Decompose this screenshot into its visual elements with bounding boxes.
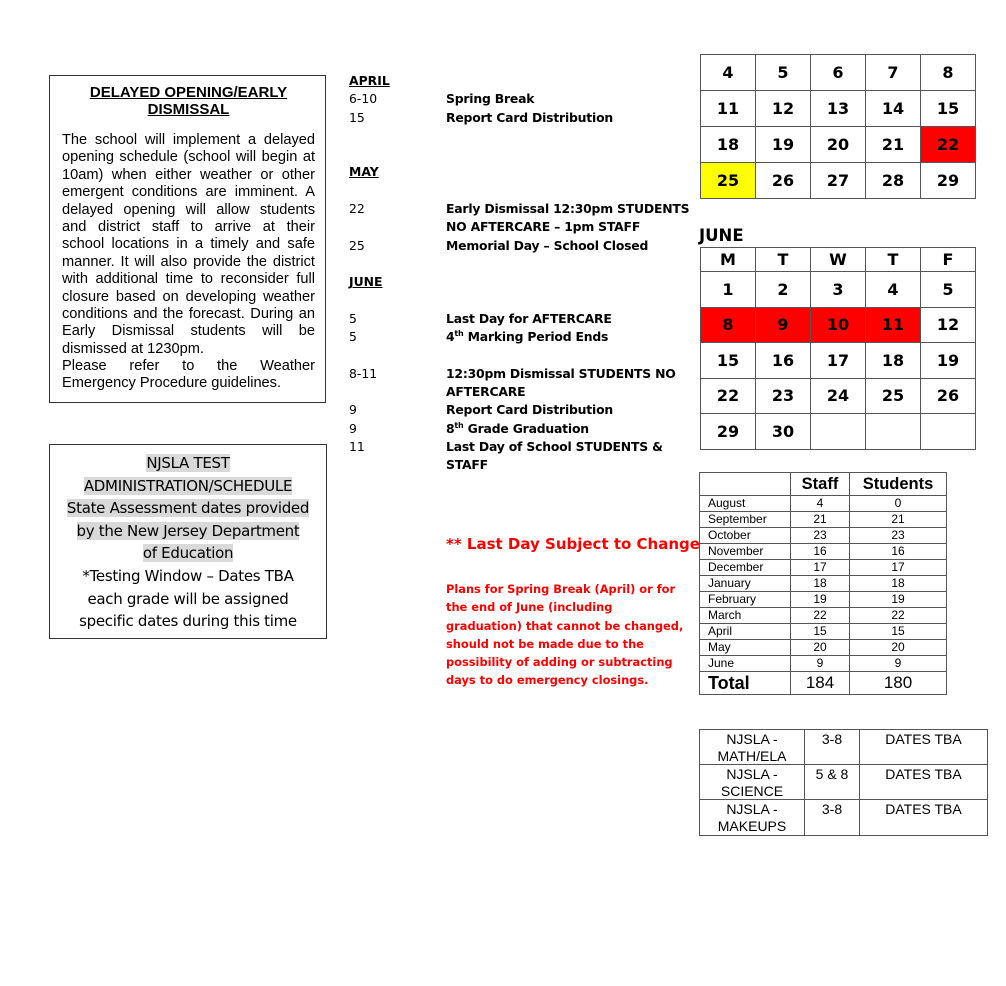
- month-heading-june: JUNE: [349, 274, 383, 290]
- test-name-line: NJSLA -: [726, 731, 778, 747]
- event-desc: Report Card Distribution: [446, 402, 614, 418]
- month-cell: August: [700, 496, 791, 512]
- total-staff: 184: [791, 672, 850, 695]
- text-line: closure based on developing weather: [62, 288, 315, 305]
- calendar-day: 15: [921, 91, 976, 127]
- calendar-day: 22: [701, 378, 756, 414]
- staff-days-cell: 21: [791, 512, 850, 528]
- header-staff: Staff: [791, 473, 850, 496]
- calendar-day: 18: [701, 127, 756, 163]
- dates-cell: DATES TBA: [860, 800, 988, 835]
- table-row: [700, 624, 947, 640]
- test-name-cell: [700, 800, 805, 835]
- text-line: Emergency Procedure guidelines.: [62, 375, 282, 392]
- grades-cell: 3-8: [805, 800, 860, 835]
- student-days-cell: 23: [850, 528, 947, 544]
- spacer: [349, 255, 694, 273]
- calendar-day: 8: [701, 307, 756, 343]
- calendar-day: 11: [701, 91, 756, 127]
- table-row: [700, 800, 988, 835]
- student-days-cell: 16: [850, 544, 947, 560]
- njsla-line: State Assessment dates provided: [66, 499, 310, 518]
- weekday-header: W: [811, 248, 866, 272]
- calendar-day: 28: [866, 163, 921, 199]
- event-date: 5: [349, 329, 357, 345]
- ordinal-suffix: th: [454, 420, 464, 430]
- may-calendar: [700, 54, 976, 199]
- test-name-line: MAKEUPS: [717, 817, 787, 834]
- calendar-day: 29: [701, 414, 756, 450]
- last-day-notice-title: ** Last Day Subject to Change: [446, 535, 700, 553]
- delayed-opening-title: [62, 84, 315, 118]
- text-line: delayed opening will allow students: [62, 201, 315, 218]
- calendar-day: 24: [811, 378, 866, 414]
- calendar-day: 15: [701, 343, 756, 379]
- event-row: [349, 438, 694, 475]
- event-desc-text: Grade Graduation: [463, 420, 589, 436]
- calendar-week-row: [701, 378, 976, 414]
- staff-days-cell: 20: [791, 640, 850, 656]
- staff-days-cell: 17: [791, 560, 850, 576]
- calendar-week-row: [701, 127, 976, 163]
- event-desc-line: STAFF: [446, 457, 488, 473]
- calendar-day: 13: [811, 91, 866, 127]
- month-cell: February: [700, 592, 791, 608]
- calendar-week-row: [701, 272, 976, 308]
- event-desc: Last Day for AFTERCARE: [446, 310, 612, 326]
- month-heading-april: APRIL: [349, 73, 390, 88]
- student-days-cell: 20: [850, 640, 947, 656]
- event-date: 25: [349, 237, 365, 253]
- staff-days-cell: 23: [791, 528, 850, 544]
- njsla-line: each grade will be assigned: [87, 589, 289, 608]
- calendar-week-row: [701, 55, 976, 91]
- student-days-cell: 21: [850, 512, 947, 528]
- event-row: [349, 420, 694, 438]
- test-name-line: SCIENCE: [720, 782, 784, 799]
- calendar-day: 20: [811, 127, 866, 163]
- event-date: 5: [349, 310, 357, 326]
- event-desc: Memorial Day – School Closed: [446, 237, 649, 253]
- calendar-day: 12: [756, 91, 811, 127]
- event-desc-line: AFTERCARE: [446, 384, 526, 400]
- weekday-header: T: [866, 248, 921, 272]
- event-date: 9: [349, 420, 357, 436]
- text-line: dismissed at 1230pm.: [62, 340, 204, 357]
- event-date: 15: [349, 109, 365, 125]
- last-day-notice-body: Plans for Spring Break (April) or for the end of June (including graduation) that cannot be changed, should not be made due to the possibility of adding or subtracting days to do emergency closings.: [446, 582, 684, 688]
- calendar-day: 4: [866, 272, 921, 308]
- text-line: manner. It will also provide the district: [62, 253, 315, 270]
- table-row: [700, 528, 947, 544]
- calendar-day: 19: [756, 127, 811, 163]
- calendar-day: 30: [756, 414, 811, 450]
- calendar-day: 7: [866, 55, 921, 91]
- grades-cell: 5 & 8: [805, 765, 860, 800]
- title-line: DISMISSAL: [147, 101, 230, 118]
- event-row: [349, 365, 694, 402]
- calendar-day: 11: [866, 307, 921, 343]
- month-heading-may: MAY: [349, 164, 379, 180]
- calendar-day: 18: [866, 343, 921, 379]
- calendar-day: 26: [921, 378, 976, 414]
- njsla-line: by the New Jersey Department: [76, 521, 300, 540]
- event-desc: [446, 365, 694, 402]
- event-desc-line: Early Dismissal 12:30pm STUDENTS: [446, 201, 690, 217]
- table-row: [700, 730, 988, 765]
- event-row: [349, 200, 694, 237]
- calendar-week-row: [701, 163, 976, 199]
- calendar-day: 14: [866, 91, 921, 127]
- month-cell: January: [700, 576, 791, 592]
- calendar-day: 10: [811, 307, 866, 343]
- student-days-cell: 22: [850, 608, 947, 624]
- njsla-line: ADMINISTRATION/SCHEDULE: [83, 476, 293, 495]
- spacer: [349, 182, 694, 200]
- test-name-cell: [700, 730, 805, 765]
- event-date: 6-10: [349, 91, 378, 107]
- text-line: emergent conditions are imminent. A: [62, 184, 315, 201]
- month-cell: December: [700, 560, 791, 576]
- njsla-info-box: [49, 444, 327, 639]
- ordinal-suffix: th: [454, 329, 464, 339]
- text-line: 10am) when either weather or other: [62, 166, 315, 183]
- student-days-cell: 17: [850, 560, 947, 576]
- calendar-week-row: [701, 414, 976, 450]
- calendar-day: 6: [811, 55, 866, 91]
- event-row: [349, 90, 694, 108]
- calendar-day: 17: [811, 343, 866, 379]
- staff-days-cell: 15: [791, 624, 850, 640]
- calendar-day: 5: [756, 55, 811, 91]
- student-days-cell: 9: [850, 656, 947, 672]
- june-calendar: [700, 247, 976, 450]
- total-students: 180: [850, 672, 947, 695]
- ordinal-number: 4: [446, 329, 455, 345]
- event-date: 22: [349, 201, 365, 217]
- event-row: [349, 109, 694, 127]
- weekday-header: F: [921, 248, 976, 272]
- event-desc: [446, 438, 694, 475]
- text-line: Early Dismissal students will be: [62, 323, 315, 340]
- calendar-empty-cell: [866, 414, 921, 450]
- calendar-empty-cell: [921, 414, 976, 450]
- table-row: [700, 496, 947, 512]
- delayed-opening-text: [62, 132, 315, 393]
- calendar-week-row: [701, 343, 976, 379]
- calendar-day: 16: [756, 343, 811, 379]
- header-blank: [700, 473, 791, 496]
- event-row: [349, 237, 694, 255]
- test-name-cell: [700, 765, 805, 800]
- calendar-day: 5: [921, 272, 976, 308]
- student-days-cell: 0: [850, 496, 947, 512]
- calendar-day: 25: [866, 378, 921, 414]
- calendar-day: 22: [921, 127, 976, 163]
- spacer: [349, 127, 694, 145]
- calendar-day: 25: [701, 163, 756, 199]
- text-line: school locations in a timely and safe: [62, 236, 315, 253]
- calendar-day: 2: [756, 272, 811, 308]
- delayed-opening-box: [49, 75, 326, 403]
- calendar-day: 4: [701, 55, 756, 91]
- staff-days-cell: 22: [791, 608, 850, 624]
- table-header-row: [700, 473, 947, 496]
- spacer: [349, 346, 694, 364]
- calendar-day: 27: [811, 163, 866, 199]
- calendar-day: 29: [921, 163, 976, 199]
- june-calendar-label: JUNE: [699, 226, 744, 245]
- calendar-day: 12: [921, 307, 976, 343]
- dates-cell: DATES TBA: [860, 730, 988, 765]
- event-date: 8-11: [349, 365, 378, 381]
- school-days-table: [699, 472, 947, 695]
- event-date: 9: [349, 402, 357, 418]
- calendar-day: 9: [756, 307, 811, 343]
- calendar-day: 19: [921, 343, 976, 379]
- text-line: with additional time to reconsider full: [62, 271, 315, 288]
- calendar-day: 3: [811, 272, 866, 308]
- total-label: Total: [700, 672, 791, 695]
- event-desc: Report Card Distribution: [446, 109, 614, 125]
- njsla-line: specific dates during this time: [79, 612, 297, 631]
- njsla-line: NJSLA TEST: [146, 454, 230, 472]
- event-row: [349, 328, 694, 346]
- month-cell: November: [700, 544, 791, 560]
- weekday-header-row: [701, 248, 976, 272]
- staff-days-cell: 18: [791, 576, 850, 592]
- staff-days-cell: 16: [791, 544, 850, 560]
- calendar-day: 23: [756, 378, 811, 414]
- calendar-day: 21: [866, 127, 921, 163]
- njsla-line: *Testing Window – Dates TBA: [82, 566, 294, 585]
- text-line: opening schedule (school will begin at: [62, 149, 315, 166]
- staff-days-cell: 4: [791, 496, 850, 512]
- table-row: [700, 560, 947, 576]
- month-cell: May: [700, 640, 791, 656]
- event-row: [349, 310, 694, 328]
- event-date: 11: [349, 438, 365, 454]
- events-list: [349, 72, 694, 475]
- event-desc-line: NO AFTERCARE – 1pm STAFF: [446, 219, 641, 235]
- table-row: [700, 656, 947, 672]
- student-days-cell: 19: [850, 592, 947, 608]
- event-desc: [446, 420, 694, 438]
- event-desc: Spring Break: [446, 91, 535, 107]
- spacer: [349, 292, 694, 310]
- njsla-line: of Education: [142, 544, 234, 563]
- event-desc: [446, 328, 694, 346]
- event-desc-line: Last Day of School STUDENTS &: [446, 438, 663, 454]
- calendar-empty-cell: [811, 414, 866, 450]
- table-row: [700, 765, 988, 800]
- weekday-header: T: [756, 248, 811, 272]
- table-row: [700, 576, 947, 592]
- grades-cell: 3-8: [805, 730, 860, 765]
- event-desc: [446, 200, 694, 237]
- table-row: [700, 640, 947, 656]
- test-name-line: MATH/ELA: [717, 747, 787, 764]
- spacer: [349, 145, 694, 163]
- month-cell: April: [700, 624, 791, 640]
- event-desc-line: 12:30pm Dismissal STUDENTS NO: [446, 365, 676, 381]
- month-cell: October: [700, 528, 791, 544]
- header-students: Students: [850, 473, 947, 496]
- calendar-week-row: [701, 307, 976, 343]
- weekday-header: M: [701, 248, 756, 272]
- month-cell: June: [700, 656, 791, 672]
- table-row: [700, 592, 947, 608]
- event-row: [349, 401, 694, 419]
- text-line: The school will implement a delayed: [62, 132, 315, 148]
- calendar-day: 26: [756, 163, 811, 199]
- testing-schedule-table: [699, 729, 988, 836]
- total-row: [700, 672, 947, 695]
- calendar-week-row: [701, 91, 976, 127]
- calendar-day: 1: [701, 272, 756, 308]
- table-row: [700, 512, 947, 528]
- student-days-cell: 18: [850, 576, 947, 592]
- ordinal-number: 8: [446, 420, 455, 436]
- test-name-line: NJSLA -: [726, 766, 778, 783]
- text-line: conditions and the forecast. During an: [62, 305, 315, 322]
- staff-days-cell: 9: [791, 656, 850, 672]
- month-cell: March: [700, 608, 791, 624]
- title-line: DELAYED OPENING/EARLY: [89, 84, 288, 101]
- month-cell: September: [700, 512, 791, 528]
- event-desc-text: Marking Period Ends: [463, 329, 609, 345]
- calendar-day: 8: [921, 55, 976, 91]
- table-row: [700, 608, 947, 624]
- text-line: and district staff to arrive at their: [62, 218, 315, 235]
- text-line: Please refer to the Weather: [62, 358, 315, 375]
- staff-days-cell: 19: [791, 592, 850, 608]
- student-days-cell: 15: [850, 624, 947, 640]
- table-row: [700, 544, 947, 560]
- dates-cell: DATES TBA: [860, 765, 988, 800]
- test-name-line: NJSLA -: [726, 801, 778, 818]
